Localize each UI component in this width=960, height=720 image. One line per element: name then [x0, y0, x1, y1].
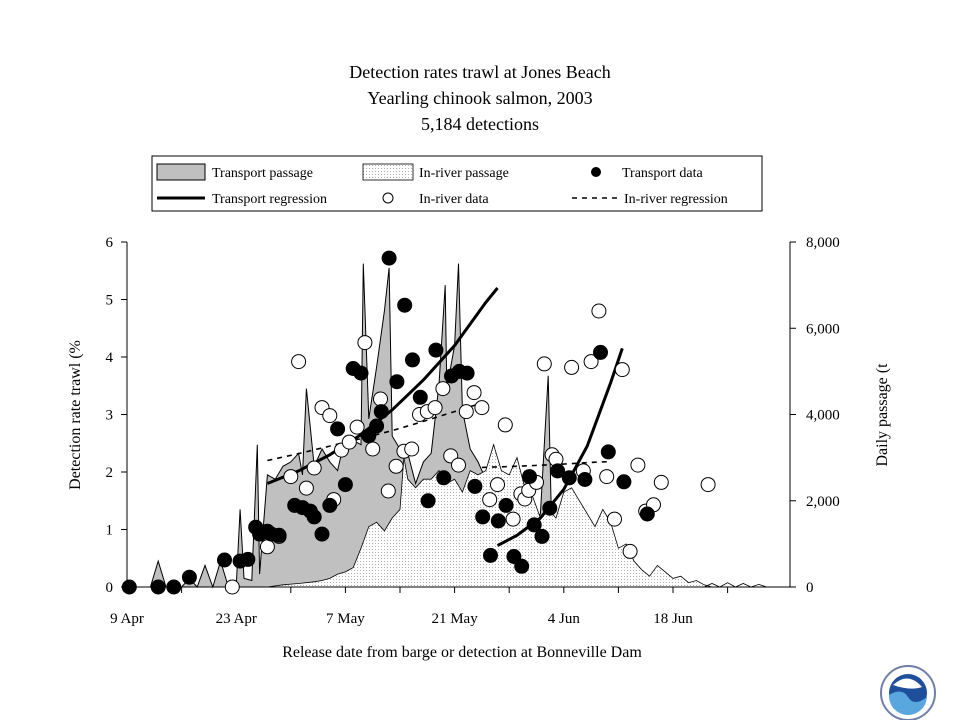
inriver-data-point: [260, 540, 274, 554]
inriver-data-point: [475, 401, 489, 415]
y-axis-label-left: Detection rate trawl (%: [67, 340, 84, 490]
y-left-tick-label: 2: [105, 465, 113, 481]
chart-title-line-2: Yearling chinook salmon, 2003: [367, 88, 593, 108]
transport-data-point: [413, 390, 427, 404]
legend-label-inriver-data: In-river data: [419, 192, 489, 207]
inriver-data-point: [623, 544, 637, 558]
inriver-data-point: [389, 459, 403, 473]
inriver-data-point: [565, 360, 579, 374]
legend-label-inriver-passage: In-river passage: [419, 166, 509, 181]
inriver-data-point: [366, 442, 380, 456]
transport-data-point: [406, 353, 420, 367]
y-left-tick-label: 3: [105, 407, 113, 424]
transport-data-point: [578, 473, 592, 487]
legend: [152, 156, 762, 211]
chart-title-line-3: 5,184 detections: [421, 114, 539, 134]
inriver-data-point: [307, 461, 321, 475]
transport-data-point: [594, 345, 608, 359]
transport-data-point: [543, 501, 557, 515]
transport-data-point: [484, 548, 498, 562]
inriver-data-point: [452, 458, 466, 472]
transport-data-point: [382, 251, 396, 265]
transport-data-point: [354, 366, 368, 380]
transport-data-point: [151, 580, 165, 594]
y-right-tick-label: 6,000: [806, 321, 840, 338]
inriver-data-point: [323, 409, 337, 423]
inriver-data-point: [498, 418, 512, 432]
x-tick-label: 18 Jun: [653, 611, 693, 627]
y-left-tick-label: 4: [105, 350, 113, 366]
x-tick-label: 7 May: [326, 611, 365, 627]
transport-data-point: [617, 475, 631, 489]
inriver-data-point: [299, 481, 313, 495]
transport-data-point: [307, 510, 321, 524]
y-left-tick-label: 6: [105, 235, 113, 251]
inriver-data-point: [506, 512, 520, 526]
legend-label-inriver-regression: In-river regression: [624, 192, 728, 207]
transport-data-point: [562, 471, 576, 485]
y-right-tick-label: 4,000: [806, 407, 840, 424]
chart-title-line-1: Detection rates trawl at Jones Beach: [349, 62, 611, 82]
legend-marker-transport-data: [591, 167, 601, 177]
transport-data-point: [272, 528, 286, 542]
legend-swatch-inriver-passage: [363, 164, 413, 180]
transport-data-point: [182, 570, 196, 584]
transport-data-point: [398, 298, 412, 312]
legend-swatch-transport-passage: [157, 164, 205, 180]
transport-data-point: [515, 559, 529, 573]
x-tick-label: 23 Apr: [215, 611, 257, 627]
transport-data-point: [437, 471, 451, 485]
inriver-data-point: [600, 470, 614, 484]
y-axis-label-right: Daily passage (t: [874, 363, 891, 467]
inriver-data-point: [615, 363, 629, 377]
inriver-data-point: [608, 512, 622, 526]
legend-label-transport-regression: Transport regression: [212, 192, 327, 207]
transport-data-point: [241, 552, 255, 566]
inriver-data-point: [428, 401, 442, 415]
transport-data-point: [476, 510, 490, 524]
inriver-data-point: [350, 420, 364, 434]
transport-data-point: [122, 580, 136, 594]
inriver-data-point: [374, 392, 388, 406]
legend-marker-inriver-data: [383, 193, 393, 203]
transport-data-point: [640, 507, 654, 521]
transport-data-point: [390, 375, 404, 389]
transport-data-point: [491, 514, 505, 528]
transport-data-point: [218, 553, 232, 567]
transport-data-point: [601, 445, 615, 459]
inriver-data-point: [701, 478, 715, 492]
inriver-data-point: [405, 442, 419, 456]
transport-data-point: [535, 529, 549, 543]
inriver-data-point: [467, 386, 481, 400]
x-axis-label: Release date from barge or detection at Bonneville Dam: [282, 644, 642, 661]
transport-data-point: [338, 478, 352, 492]
inriver-data-point: [459, 405, 473, 419]
inriver-data-point: [436, 382, 450, 396]
inriver-data-point: [631, 458, 645, 472]
transport-data-point: [315, 527, 329, 541]
y-left-tick-label: 1: [105, 522, 113, 539]
inriver-data-point: [483, 493, 497, 507]
inriver-data-point: [654, 475, 668, 489]
transport-data-point: [370, 419, 384, 433]
y-left-tick-label: 0: [105, 580, 113, 596]
noaa-logo: [881, 666, 935, 720]
inriver-data-point: [225, 580, 239, 594]
inriver-data-point: [537, 357, 551, 371]
transport-data-point: [460, 366, 474, 380]
transport-data-point: [468, 479, 482, 493]
y-left-tick-label: 5: [105, 292, 113, 309]
x-tick-label: 4 Jun: [547, 611, 580, 627]
legend-label-transport-data: Transport data: [622, 166, 703, 181]
legend-label-transport-passage: Transport passage: [212, 166, 313, 181]
inriver-data-point: [284, 470, 298, 484]
transport-data-point: [374, 405, 388, 419]
x-tick-label: 21 May: [431, 611, 478, 627]
transport-data-point: [323, 498, 337, 512]
x-tick-label: 9 Apr: [110, 611, 144, 627]
y-right-tick-label: 2,000: [806, 493, 840, 510]
inriver-data-point: [381, 484, 395, 498]
y-right-tick-label: 8,000: [806, 235, 840, 251]
transport-data-point: [523, 470, 537, 484]
inriver-data-point: [342, 435, 356, 449]
transport-data-point: [331, 422, 345, 436]
inriver-data-point: [592, 304, 606, 318]
transport-data-point: [499, 498, 513, 512]
transport-data-point: [429, 343, 443, 357]
transport-data-point: [167, 580, 181, 594]
inriver-data-point: [491, 478, 505, 492]
inriver-data-point: [292, 355, 306, 369]
transport-data-point: [421, 494, 435, 508]
inriver-data-point: [358, 336, 372, 350]
inriver-passage-tail: [704, 583, 766, 587]
y-right-tick-label: 0: [806, 580, 814, 596]
